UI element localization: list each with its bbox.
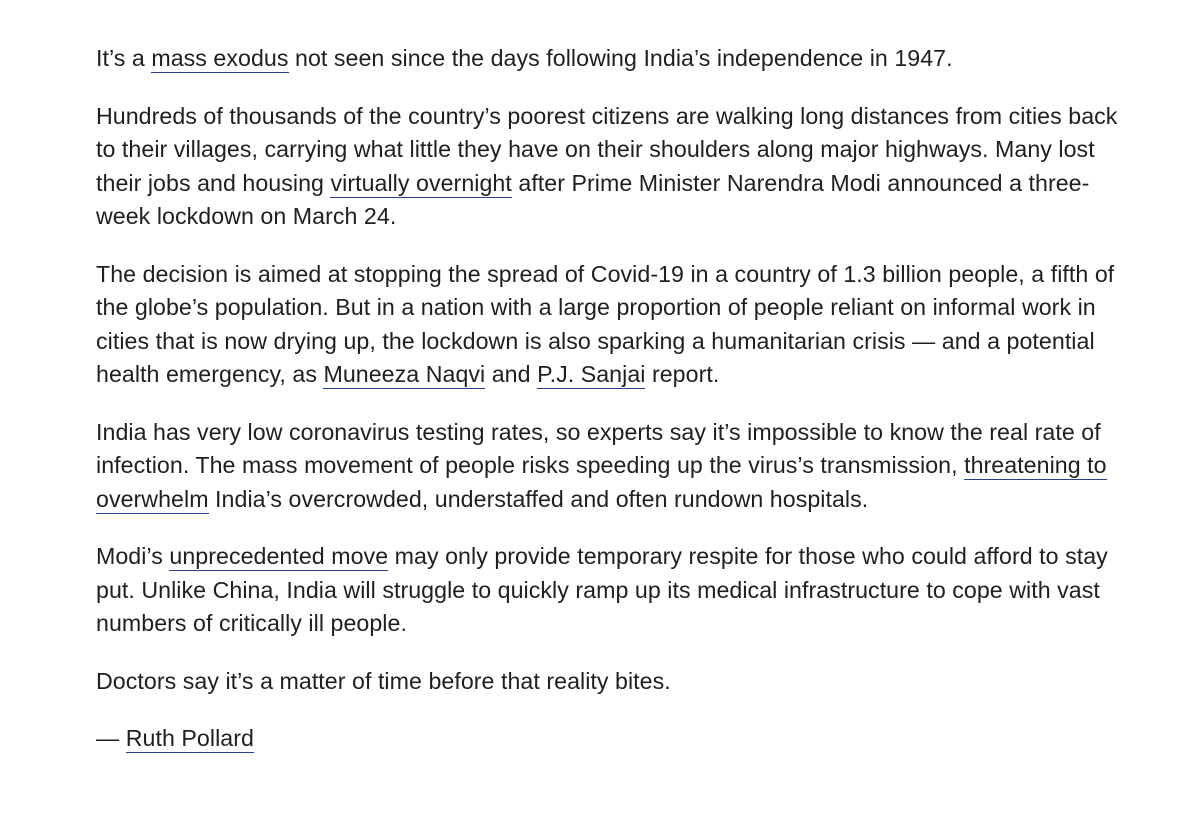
paragraph-text: The decision is aimed at stopping the spread of Covid-19 in a country of 1.3 billion people, a fifth of the globe’s population. But in a nation with a large proportion of people reliant on informal work in cities that is now drying up, the lockdown is also sparking a humanitarian crisis — and a potential health emergency, as (96, 260, 1115, 387)
byline-dash: — (96, 725, 126, 751)
link-threatening-to-overwhelm[interactable]: threatening to overwhelm (96, 452, 1107, 512)
paragraph-text: may only provide temporary respite for those who could afford to stay put. Unlike China, India will struggle to quickly ramp up its medical infrastructure to cope with vast numbers of critically ill people. (96, 543, 1108, 636)
paragraph-text: not seen since the days following India’s independence in 1947. (288, 45, 953, 71)
link-unprecedented-move[interactable]: unprecedented move (169, 543, 389, 569)
link-muneeza-naqvi[interactable]: Muneeza Naqvi (323, 361, 486, 387)
paragraph-text: after Prime Minister Narendra Modi announced a three-week lockdown on March 24. (96, 169, 1090, 229)
article-body (96, 42, 1126, 780)
paragraph-walking (96, 100, 1126, 234)
paragraph-text: Modi’s (96, 543, 170, 569)
paragraph-text: India has very low coronavirus testing rates, so experts say it’s impossible to know the real rate of infection. The mass movement of people risks speeding up the virus’s transmission, (96, 418, 1101, 478)
link-mass-exodus[interactable]: mass exodus (151, 45, 289, 71)
link-virtually-overnight[interactable]: virtually overnight (330, 169, 512, 196)
paragraph-text: It’s a (96, 45, 152, 71)
paragraph-text: India’s overcrowded, understaffed and often rundown hospitals. (208, 485, 869, 512)
byline (96, 722, 1126, 756)
paragraph-modi-move (96, 540, 1126, 641)
paragraph-doctors: Doctors say it’s a matter of time before that reality bites. (96, 667, 671, 694)
paragraph-testing (96, 416, 1126, 517)
link-pj-sanjai[interactable]: P.J. Sanjai (537, 361, 646, 387)
paragraph-decision (96, 258, 1126, 392)
paragraph-text: and (485, 361, 538, 387)
paragraph-exodus (96, 42, 1126, 76)
paragraph-text: report. (645, 361, 720, 387)
paragraph-text: Hundreds of thousands of the country’s poorest citizens are walking long distances from cities back to their villages, carrying what little they have on their shoulders along major highways. Many lost their jobs and housing (96, 102, 1118, 196)
link-author-ruth-pollard[interactable]: Ruth Pollard (125, 725, 254, 751)
